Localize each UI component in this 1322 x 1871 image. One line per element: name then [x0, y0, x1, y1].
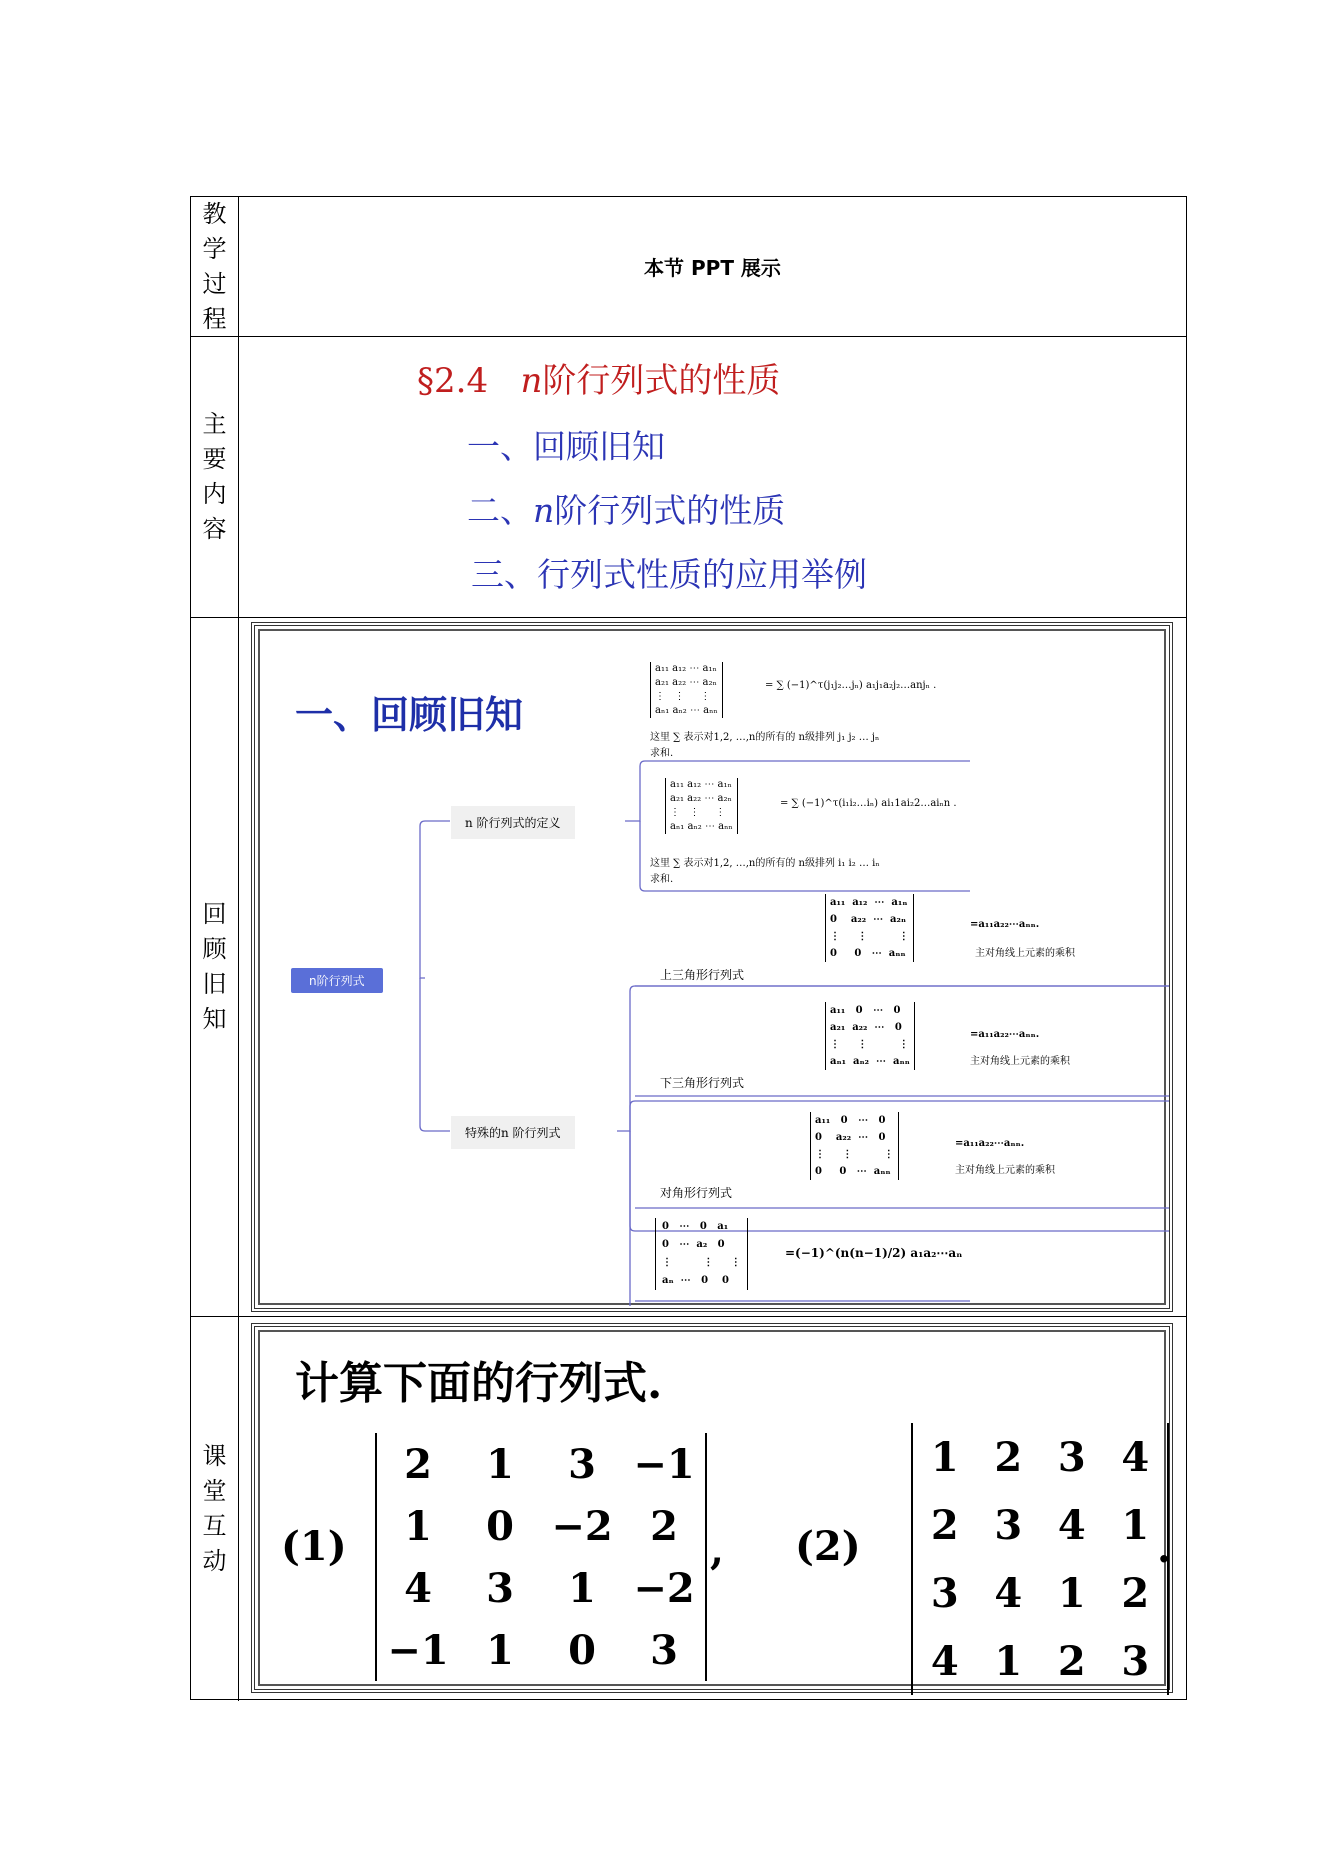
leaf-lower-triangle: 下三角形行列式	[660, 1076, 745, 1090]
matrix-cell: 2	[994, 1433, 1023, 1481]
def-equation-1: = ∑ (−1)^τ(j₁j₂…jₙ) a₁j₁a₂j₂…anjₙ .	[765, 680, 937, 691]
matrix-cell: 2	[404, 1440, 432, 1488]
def-note-1b: 求和.	[650, 748, 674, 759]
matrix-cell: 2	[1057, 1637, 1086, 1685]
lesson-table	[190, 196, 1187, 1700]
diag-equation: =a₁₁a₂₂⋯aₙₙ.	[955, 1138, 1025, 1149]
matrix-cell: 1	[1057, 1569, 1086, 1617]
section-header: 本节 PPT 展示	[644, 256, 781, 280]
matrix-cell: 4	[404, 1564, 432, 1612]
lower-matrix: a₁₁ 0 ⋯ 0 a₂₁ a₂₂ ⋯ 0 ⋮ ⋮ ⋮ aₙ₁ aₙ₂ ⋯ aₙₙ	[825, 1002, 915, 1070]
def-equation-2: = ∑ (−1)^τ(i₁i₂…iₙ) ai₁1ai₂2…aiₙn .	[780, 798, 957, 809]
matrix-cell: 0	[568, 1626, 596, 1674]
leaf-diagonal: 对角形行列式	[660, 1186, 733, 1200]
matrix-cell: 4	[994, 1569, 1023, 1617]
matrix-cell: 4	[1057, 1501, 1086, 1549]
diag-matrix: a₁₁ 0 ⋯ 0 0 a₂₂ ⋯ 0 ⋮ ⋮ ⋮ 0 0 ⋯ aₙₙ	[810, 1112, 899, 1180]
matrix-cell: 1	[994, 1637, 1023, 1685]
mindmap-root: n阶行列式	[291, 968, 383, 993]
row-process	[191, 197, 1186, 337]
mindmap-node-special: 特殊的n 阶行列式	[451, 1116, 575, 1149]
row-label: 教学过程	[202, 199, 227, 333]
separator-period: .	[1157, 1525, 1171, 1572]
row-label-cell	[191, 197, 239, 336]
row-main-content	[191, 337, 1186, 618]
lower-note: 主对角线上元素的乘积	[970, 1056, 1070, 1067]
row-exercise	[191, 1317, 1186, 1701]
def-note-2b: 求和.	[650, 874, 674, 885]
mindmap-node-definition: n 阶行列式的定义	[451, 806, 575, 839]
separator-comma: ,	[710, 1527, 724, 1574]
matrix-cell: 3	[650, 1626, 678, 1674]
outline-item-3: 三、行列式性质的应用举例	[471, 555, 867, 594]
def-note-2: 这里 ∑ 表示对1,2, …,n的所有的 n级排列 i₁ i₂ … iₙ	[650, 858, 880, 869]
upper-note: 主对角线上元素的乘积	[975, 948, 1075, 959]
exercise-label-1: (1)	[281, 1523, 347, 1570]
determinant-2	[911, 1423, 1169, 1695]
review-slide	[251, 622, 1173, 1312]
outline-title: §2.4 n阶行列式的性质	[417, 361, 781, 401]
def-matrix-2: a₁₁ a₁₂ ⋯ a₁ₙ a₂₁ a₂₂ ⋯ a₂ₙ ⋮ ⋮ ⋮ aₙ₁ aₙ₂ ⋯ aₙₙ	[665, 778, 738, 834]
row-label-cell	[191, 1317, 239, 1701]
matrix-cell: −1	[633, 1440, 695, 1488]
matrix-cell: 1	[486, 1440, 514, 1488]
matrix-cell: 3	[930, 1569, 959, 1617]
matrix-cell: −2	[551, 1502, 613, 1550]
row-label: 课堂互动	[202, 1442, 227, 1575]
matrix-cell: 1	[404, 1502, 432, 1550]
matrix-cell: 3	[568, 1440, 596, 1488]
matrix-cell: 4	[1121, 1433, 1150, 1481]
determinant-1	[375, 1433, 707, 1681]
leaf-upper-triangle: 上三角形行列式	[660, 968, 745, 982]
exercise-label-2: (2)	[795, 1523, 861, 1570]
matrix-cell: −1	[387, 1626, 449, 1674]
matrix-cell: 1	[930, 1433, 959, 1481]
matrix-cell: −2	[633, 1564, 695, 1612]
def-note-1: 这里 ∑ 表示对1,2, …,n的所有的 n级排列 j₁ j₂ … jₙ	[650, 732, 880, 743]
matrix-cell: 4	[930, 1637, 959, 1685]
matrix-cell: 3	[1121, 1637, 1150, 1685]
matrix-cell: 3	[486, 1564, 514, 1612]
matrix-cell: 0	[486, 1502, 514, 1550]
row-label: 主要内容	[202, 410, 227, 543]
matrix-cell: 2	[930, 1501, 959, 1549]
upper-equation: =a₁₁a₂₂⋯aₙₙ.	[970, 919, 1040, 930]
outline-item-1: 一、回顾旧知	[467, 427, 665, 466]
lower-equation: =a₁₁a₂₂⋯aₙₙ.	[970, 1029, 1040, 1040]
exercise-title: 计算下面的行列式.	[295, 1358, 663, 1409]
row-label-cell	[191, 337, 239, 617]
matrix-cell: 1	[568, 1564, 596, 1612]
anti-equation: =(−1)^(n(n−1)/2) a₁a₂⋯aₙ	[785, 1246, 963, 1260]
row-label: 回顾旧知	[202, 900, 227, 1033]
exercise-slide	[251, 1323, 1173, 1693]
anti-matrix: 0 ⋯ 0 a₁ 0 ⋯ a₂ 0 ⋮ ⋮ ⋮ aₙ ⋯ 0 0	[655, 1218, 748, 1290]
matrix-cell: 2	[1121, 1569, 1150, 1617]
matrix-cell: 1	[1121, 1501, 1150, 1549]
row-review	[191, 618, 1186, 1317]
matrix-cell: 3	[994, 1501, 1023, 1549]
outline-item-2: 二、n阶行列式的性质	[467, 491, 786, 530]
row-label-cell	[191, 618, 239, 1316]
upper-matrix: a₁₁ a₁₂ ⋯ a₁ₙ 0 a₂₂ ⋯ a₂ₙ ⋮ ⋮ ⋮ 0 0 ⋯ aₙₙ	[825, 894, 914, 962]
matrix-cell: 2	[650, 1502, 678, 1550]
diag-note: 主对角线上元素的乘积	[955, 1165, 1055, 1176]
matrix-cell: 3	[1057, 1433, 1086, 1481]
slide-title: 一、回顾旧知	[295, 693, 524, 737]
def-matrix-1: a₁₁ a₁₂ ⋯ a₁ₙ a₂₁ a₂₂ ⋯ a₂ₙ ⋮ ⋮ ⋮ aₙ₁ aₙ₂ ⋯ aₙₙ	[650, 662, 723, 718]
matrix-cell: 1	[486, 1626, 514, 1674]
